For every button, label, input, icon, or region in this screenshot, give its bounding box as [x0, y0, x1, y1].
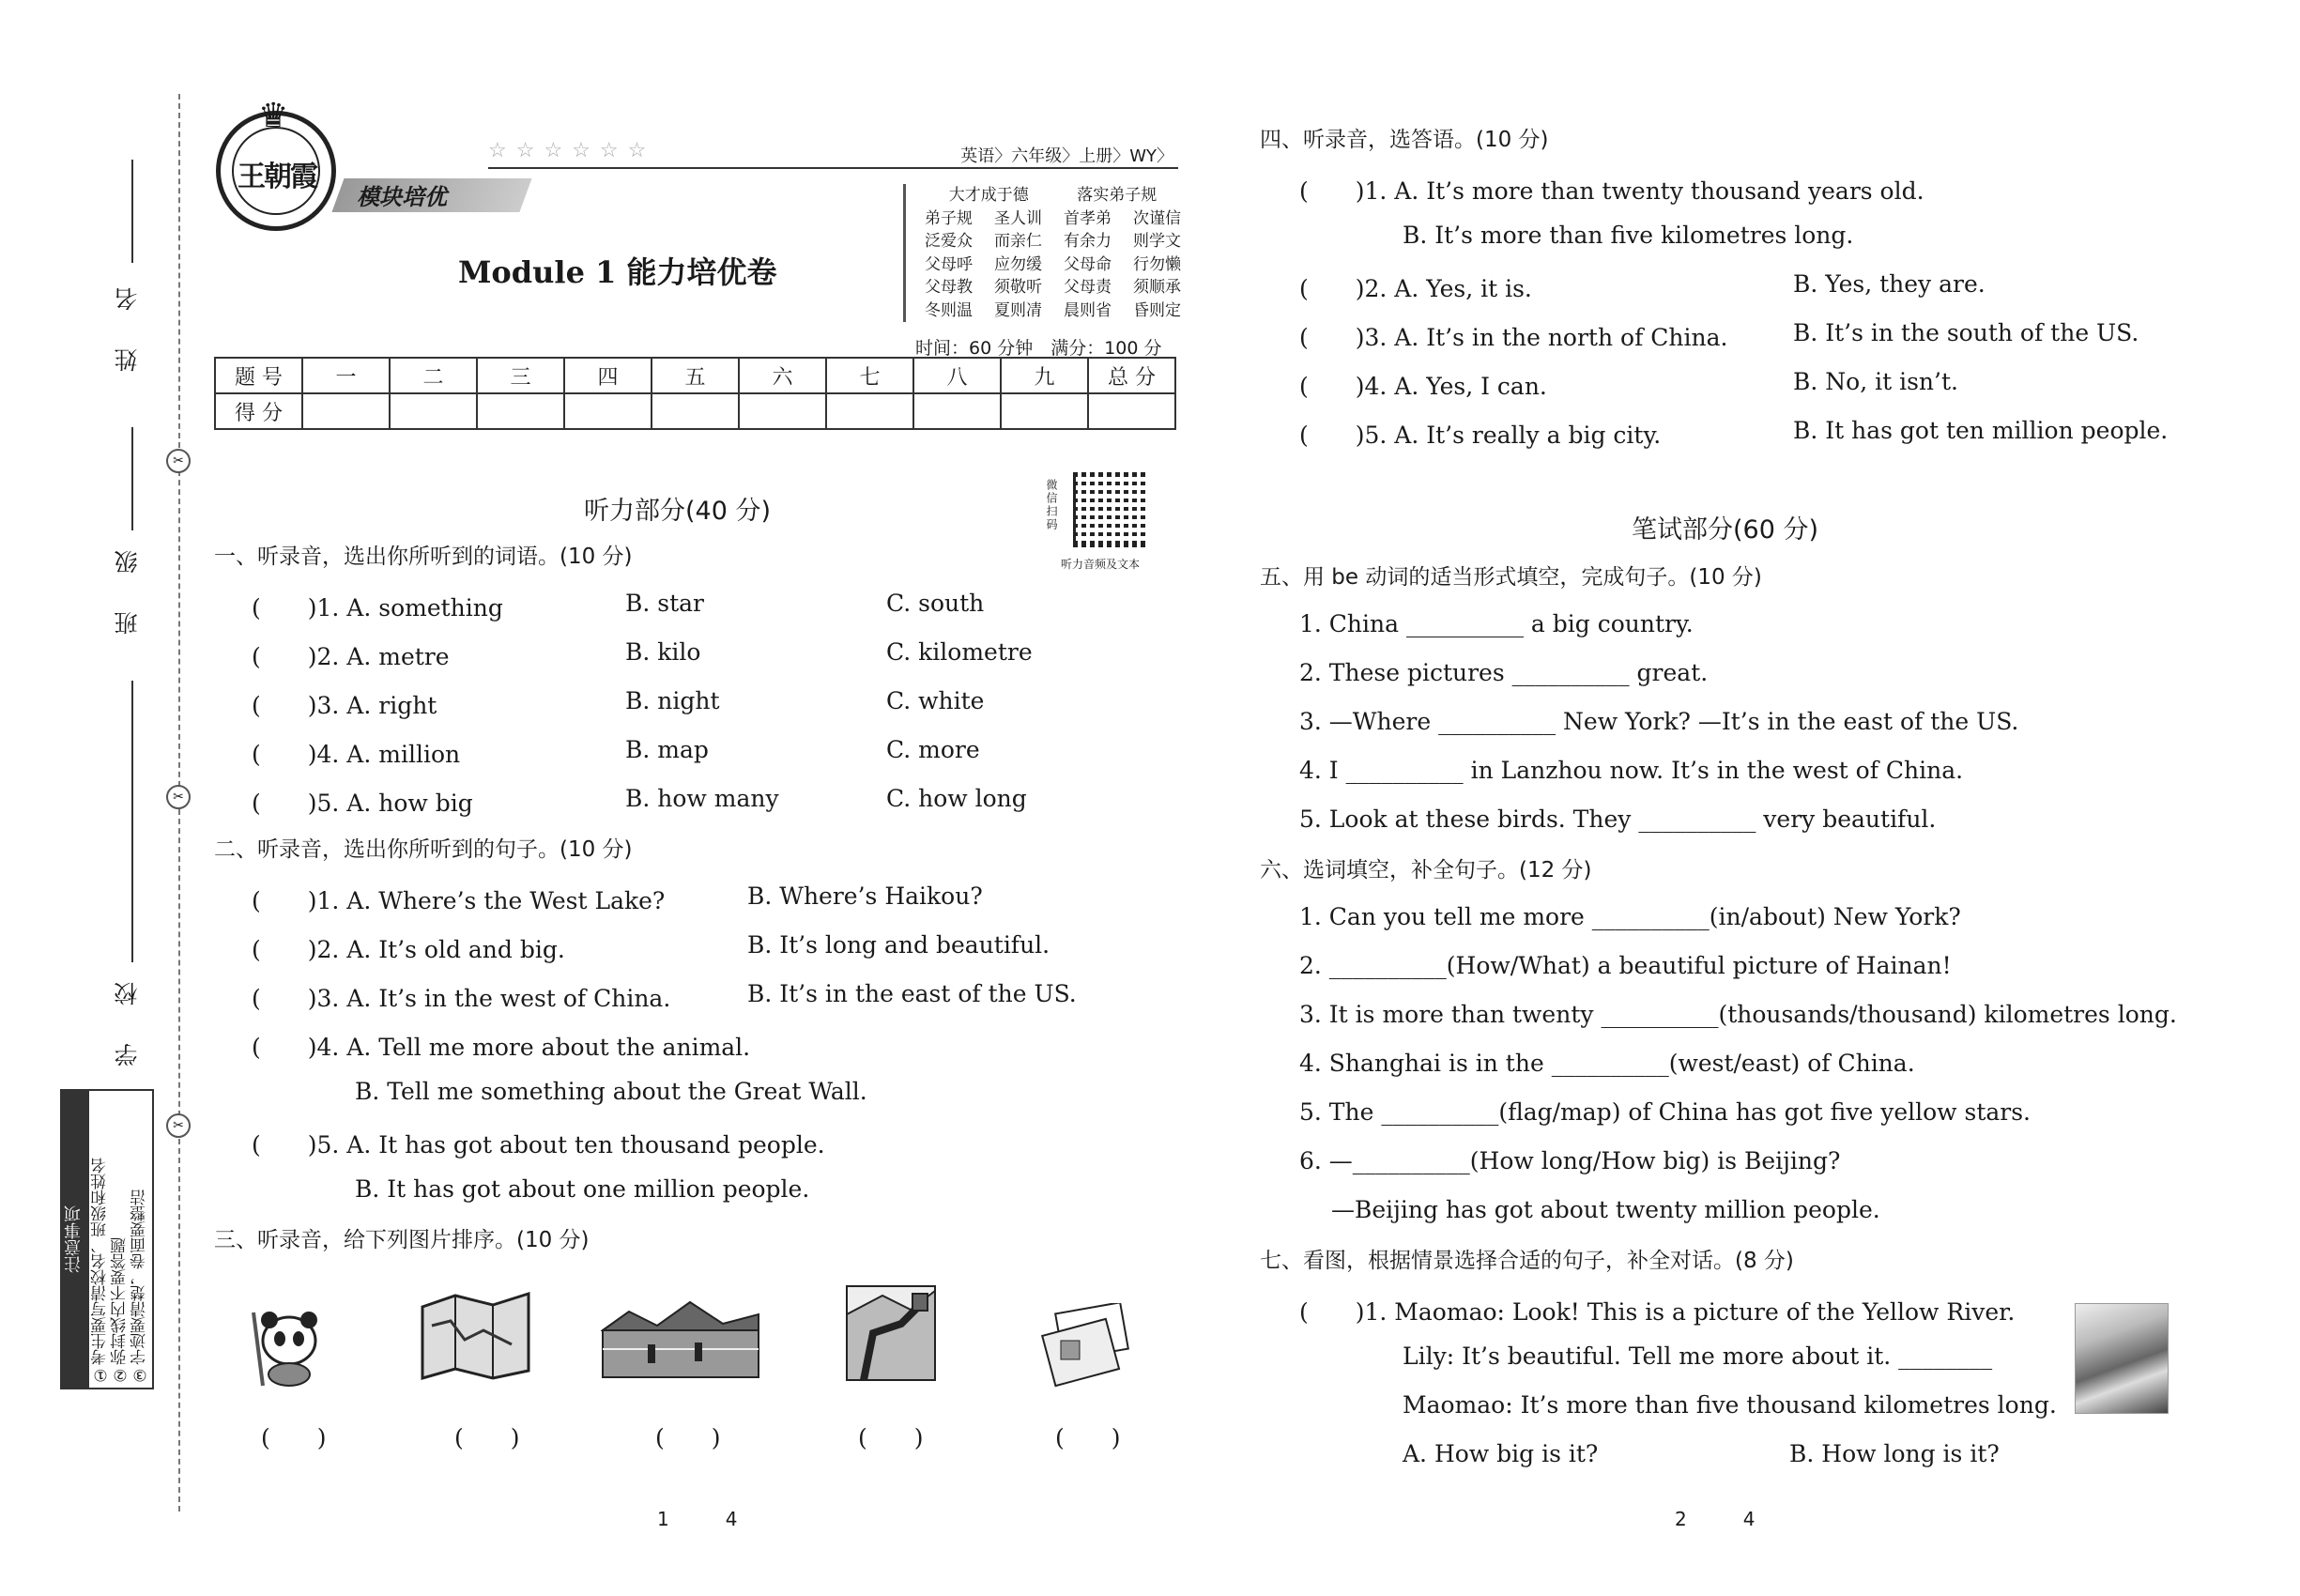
part5-title: 五、用 be 动词的适当形式填空，完成句子。(10 分) [1260, 565, 1762, 590]
name-field[interactable] [131, 160, 133, 263]
part6-item: 5. The __________(flag/map) of China has got five yellow stars. [1299, 1098, 2032, 1126]
poem-text: 行勿懒 [1133, 254, 1181, 274]
score-cell[interactable] [913, 393, 1001, 429]
poem-text: 夏则凊 [994, 300, 1042, 320]
poem-text: 首孝弟 [1064, 208, 1112, 228]
part1-item: ( )5. A. how big [252, 790, 473, 817]
lake-picture [601, 1288, 760, 1382]
part6-item: 1. Can you tell me more __________(in/about) New York? [1299, 903, 1961, 930]
part3-title: 三、听录音，给下列图片排序。(10 分) [214, 1228, 590, 1252]
poem-text: 应勿缓 [994, 254, 1042, 274]
great-wall-picture [845, 1267, 939, 1385]
poem-text: 父母呼 [925, 254, 973, 274]
part2-option-b: B. It has got about one million people. [355, 1175, 810, 1203]
page-title: Module 1 能力培优卷 [458, 254, 777, 290]
part4-option-b: B. No, it isn’t. [1793, 368, 1958, 395]
score-header-cell: 八 [913, 358, 1001, 393]
map-picture [418, 1288, 535, 1382]
order-blank[interactable]: ( ) [454, 1424, 520, 1451]
part2-option-b: B. It’s long and beautiful. [747, 931, 1050, 959]
part5-item: 5. Look at these birds. They __________ very beautiful. [1299, 806, 1937, 833]
part4-item: ( )1. A. It’s more than twenty thousand years old. [1299, 177, 1924, 205]
score-header-cell: 四 [564, 358, 652, 393]
part6-answer: —Beijing has got about twenty million people. [1331, 1196, 1880, 1223]
listening-title: 听力部分(40 分) [584, 497, 772, 526]
dialog-line: Maomao: It’s more than five thousand kilometres long. [1403, 1391, 2057, 1419]
option-b: B. How long is it? [1789, 1440, 2000, 1467]
page-number-right: 2 4 [1675, 1508, 1756, 1530]
poem-text: 泛爱众 [925, 232, 973, 251]
poem-text: 冬则温 [925, 300, 973, 320]
school-label: 学 校 [114, 967, 141, 1067]
part1-option-b: B. how many [625, 785, 779, 812]
part1-item: ( )1. A. something [252, 594, 503, 622]
dialog-line: Lily: It’s beautiful. Tell me more about it. ________ [1403, 1343, 1993, 1370]
score-cell[interactable] [477, 393, 564, 429]
score-cell[interactable] [302, 393, 390, 429]
score-cell[interactable] [390, 393, 477, 429]
poem-text: 须顺承 [1133, 278, 1181, 297]
part1-option-b: B. kilo [625, 638, 701, 666]
school-field[interactable] [131, 681, 133, 962]
poem-text: 圣人训 [994, 208, 1042, 228]
score-header-cell: 题 号 [215, 358, 302, 393]
crown-icon: ♛ [258, 97, 289, 135]
part1-option-c: C. how long [886, 785, 1027, 812]
notice-line: ②弥封线内不要答题 [111, 1237, 130, 1384]
score-header-cell: 三 [477, 358, 564, 393]
part5-item: 3. —Where __________ New York? —It’s in the east of the US. [1299, 708, 2019, 735]
part2-item: ( )1. A. Where’s the West Lake? [252, 887, 666, 914]
poem-text: 父母教 [925, 278, 973, 297]
brand-logo [216, 97, 336, 231]
page-number-left: 1 4 [657, 1508, 738, 1530]
poem-text: 而亲仁 [994, 232, 1042, 251]
score-header-cell: 九 [1001, 358, 1088, 393]
score-table [214, 357, 1176, 430]
part2-item: ( )4. A. Tell me more about the animal. [252, 1034, 751, 1061]
order-blank[interactable]: ( ) [655, 1424, 721, 1451]
notice-line: ①考生要写清校名、班级和姓名 [91, 1158, 110, 1384]
score-cell[interactable] [564, 393, 652, 429]
score-row-label: 得 分 [215, 393, 302, 429]
part2-option-b: B. It’s in the east of the US. [747, 980, 1077, 1007]
part6-item: 2. __________(How/What) a beautiful picture of Hainan! [1299, 952, 1952, 979]
score-header-cell: 二 [390, 358, 477, 393]
poem-text: 落实弟子规 [1077, 186, 1158, 205]
part6-item: 4. Shanghai is in the __________(west/east) of China. [1299, 1050, 1915, 1077]
scissors-icon: ✂ [166, 449, 191, 473]
poem-text: 则学文 [1133, 232, 1181, 251]
qr-side-text: 微信扫码 [1045, 479, 1058, 531]
part1-option-c: C. kilometre [886, 638, 1033, 666]
part4-item: ( )2. A. Yes, it is. [1299, 275, 1532, 302]
part2-item: ( )3. A. It’s in the west of China. [252, 985, 671, 1012]
motto-poem [903, 184, 1181, 322]
class-label: 班 级 [114, 535, 141, 635]
score-cell[interactable] [826, 393, 913, 429]
part4-option-b: B. It’s in the south of the US. [1793, 319, 2139, 346]
writing-title: 笔试部分(60 分) [1632, 515, 1819, 545]
score-header-cell: 一 [302, 358, 390, 393]
rating-stars: ☆☆☆☆☆☆ [488, 139, 656, 162]
subject-info: 英语〉六年级〉上册〉WY〉 [960, 146, 1173, 166]
score-header-cell: 七 [826, 358, 913, 393]
part6-item: 3. It is more than twenty __________(thousands/thousand) kilometres long. [1299, 1001, 2177, 1028]
header-rule [488, 167, 1178, 169]
postcard-picture [1040, 1303, 1134, 1388]
part2-title: 二、听录音，选出你所听到的句子。(10 分) [214, 837, 633, 862]
option-a: A. How big is it? [1403, 1440, 1599, 1467]
score-cell[interactable] [739, 393, 826, 429]
poem-text: 晨则省 [1064, 300, 1112, 320]
part2-option-b: B. Where’s Haikou? [747, 882, 983, 910]
order-blank[interactable]: ( ) [858, 1424, 924, 1451]
part2-item: ( )2. A. It’s old and big. [252, 936, 565, 963]
order-blank[interactable]: ( ) [1055, 1424, 1121, 1451]
tag-label: 模块培优 [357, 184, 447, 210]
part4-option-b: B. It’s more than five kilometres long. [1403, 222, 1854, 249]
part4-option-b: B. Yes, they are. [1793, 270, 1986, 298]
part1-option-b: B. night [625, 687, 720, 714]
part7-title: 七、看图，根据情景选择合适的句子，补全对话。(8 分) [1260, 1249, 1794, 1273]
part1-option-c: C. white [886, 687, 985, 714]
dialog-line: ( )1. Maomao: Look! This is a picture of the Yellow River. [1299, 1298, 2016, 1326]
time-score-info: 时间：60 分钟 满分：100 分 [915, 338, 1162, 359]
part1-option-c: C. south [886, 590, 985, 617]
part6-item: 6. —__________(How long/How big) is Beijing? [1299, 1147, 1841, 1174]
score-header-cell: 五 [652, 358, 739, 393]
part1-option-b: B. map [625, 736, 709, 763]
part5-item: 4. I __________ in Lanzhou now. It’s in the west of China. [1299, 757, 1964, 784]
part1-item: ( )3. A. right [252, 692, 437, 719]
part6-title: 六、选词填空，补全句子。(12 分) [1260, 858, 1592, 882]
qr-caption: 听力音频及文本 [1061, 558, 1141, 571]
part4-option-b: B. It has got ten million people. [1793, 417, 2169, 444]
qr-pattern [1073, 472, 1148, 547]
poem-text: 有余力 [1064, 232, 1112, 251]
part4-item: ( )3. A. It’s in the north of China. [1299, 324, 1728, 351]
logo-name: 王朝霞 [238, 161, 316, 193]
part1-item: ( )2. A. metre [252, 643, 450, 670]
part5-item: 1. China __________ a big country. [1299, 610, 1694, 637]
part2-item: ( )5. A. It has got about ten thousand people. [252, 1131, 825, 1159]
poem-text: 大才成于德 [948, 186, 1029, 205]
name-label: 姓 名 [114, 272, 141, 372]
poem-text: 父母责 [1064, 278, 1112, 297]
score-cell[interactable] [1088, 393, 1175, 429]
poem-text: 次谨信 [1133, 208, 1181, 228]
part1-item: ( )4. A. million [252, 741, 461, 768]
score-cell[interactable] [652, 393, 739, 429]
score-header-cell: 六 [739, 358, 826, 393]
notice-title: 注意事项 [62, 1091, 89, 1388]
panda-picture [235, 1284, 338, 1388]
part5-item: 2. These pictures __________ great. [1299, 659, 1709, 686]
part4-title: 四、听录音，选答语。(10 分) [1260, 128, 1549, 152]
part1-option-c: C. more [886, 736, 980, 763]
class-field[interactable] [131, 427, 133, 530]
score-cell[interactable] [1001, 393, 1088, 429]
notice-box [60, 1089, 154, 1389]
poem-text: 昏则定 [1133, 300, 1181, 320]
yellow-river-photo [2075, 1303, 2169, 1414]
poem-text: 父母命 [1064, 254, 1112, 274]
order-blank[interactable]: ( ) [261, 1424, 327, 1451]
part1-title: 一、听录音，选出你所听到的词语。(10 分) [214, 545, 633, 569]
scissors-icon: ✂ [166, 1113, 191, 1138]
part4-item: ( )5. A. It’s really a big city. [1299, 422, 1662, 449]
part1-option-b: B. star [625, 590, 704, 617]
poem-text: 弟子规 [925, 208, 973, 228]
poem-text: 须敬听 [994, 278, 1042, 297]
notice-line: ③字迹要清楚，卷面要整洁 [130, 1189, 149, 1384]
part2-option-b: B. Tell me something about the Great Wall. [355, 1078, 867, 1105]
scissors-icon: ✂ [166, 785, 191, 809]
part4-item: ( )4. A. Yes, I can. [1299, 373, 1547, 400]
notice-body [89, 1091, 152, 1388]
score-header-cell: 总 分 [1088, 358, 1175, 393]
